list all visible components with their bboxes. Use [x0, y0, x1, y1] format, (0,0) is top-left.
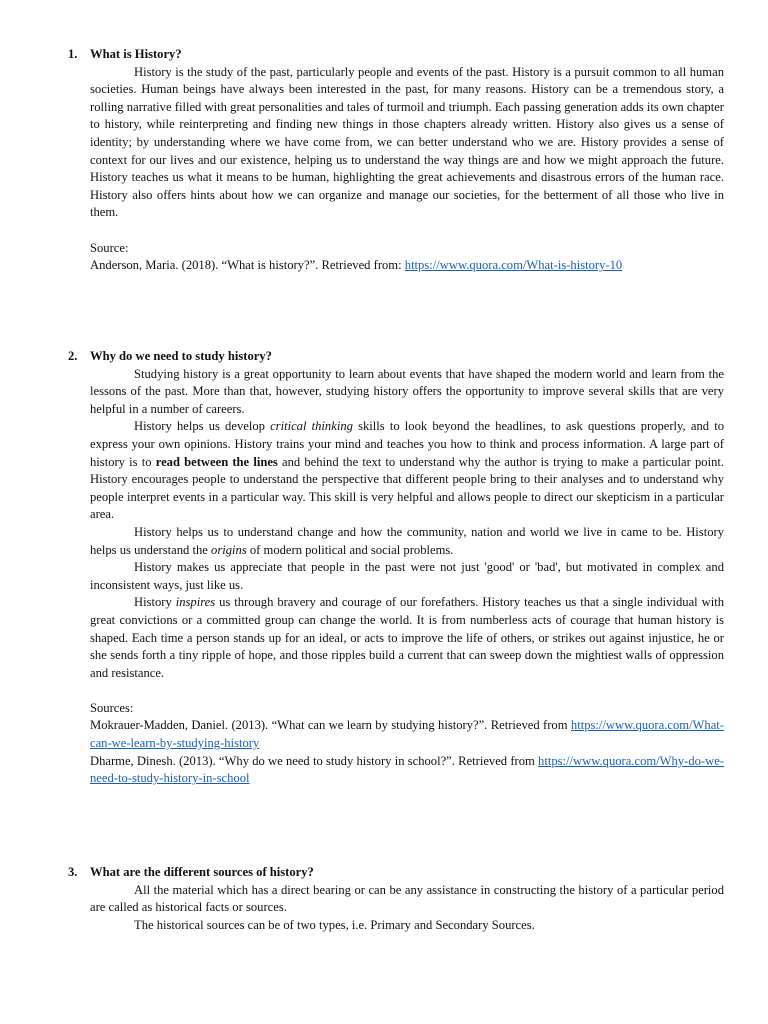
paragraph: All the material which has a direct bearing or can be any assistance in constructing the history of a particular period are called as historical facts or sources.: [90, 882, 724, 915]
bold-read-between-lines: read between the lines: [155, 454, 278, 469]
paragraph: History is the study of the past, particularly people and events of the past. History is a pursuit common to all human societies. Human beings have always been interested in the past, for many reasons. History can be a tremendous story, a rolling narrative filled with great personalities and tales of turmoil and triumph. Each passing generation adds its own chapter to history, while reinterpreting and finding new things in those chapters already written. History also gives us a sense of identity; by understanding where we have come from, we can better understand who we are. History provides a sense of context for our lives and our existence, helping us to understand the way things are and how we might approach the future. History teaches us what it means to be human, highlighting the great achievements and disastrous errors of the human race. History also offers hints about how we can organize and manage our societies, for the betterment of all those who live in them.: [90, 64, 724, 220]
emphasis-critical-thinking: critical thinking: [270, 419, 353, 434]
reference-link[interactable]: https://www.quora.com/What-can-we-learn-by-studying-history: [90, 718, 724, 751]
section-body: [90, 366, 724, 788]
reference-text: Anderson, Maria. (2018). “What is history?”. Retrieved from:: [90, 258, 402, 273]
reference-entry: [90, 257, 724, 275]
reference-text: Mokrauer-Madden, Daniel. (2013). “What can we learn by studying history?”. Retrieved from: [90, 718, 568, 733]
reference-link[interactable]: https://www.quora.com/What-is-history-10: [404, 258, 623, 273]
section-why-study-history: [68, 348, 724, 788]
sources-label: Source:: [90, 240, 129, 255]
section-body: [90, 882, 724, 935]
section-what-is-history: [68, 46, 724, 275]
reference-entry: [90, 753, 724, 788]
paragraph: History helps us to understand change and how the community, nation and world we live in came to be. History helps us understand the origins of modern political and social problems.: [90, 524, 724, 557]
reference-link[interactable]: https://www.quora.com/Why-do-we-need-to-study-history-in-school: [90, 753, 724, 786]
section-question: What is History?: [90, 47, 182, 61]
section-heading: [68, 46, 724, 64]
emphasis-origins: origins: [211, 542, 247, 557]
reference-text: Dharme, Dinesh. (2013). “Why do we need to study history in school?”. Retrieved from: [90, 753, 535, 768]
reference-entry: [90, 717, 724, 752]
section-body: [90, 64, 724, 275]
paragraph: History helps us develop critical thinking skills to look beyond the headlines, to ask questions properly, and to express your own opinions. History trains your mind and teaches you how to think and process information. A large part of history is to read between the lines and behind the text to understand why the author is trying to make a particular point. History encourages people to understand the perspective that different people bring to their analyses and to understand why people interpret events in a particular way. This skill is very helpful and allows people to direct our skepticism in a particular area.: [90, 419, 725, 522]
section-question: What are the different sources of history?: [90, 865, 314, 879]
emphasis-inspires: inspires: [175, 595, 216, 610]
paragraph: Studying history is a great opportunity to learn about events that have shaped the modern world and learn from the lessons of the past. More than that, however, studying history offers the opportunity to improve several skills that are very helpful in a number of careers.: [90, 366, 724, 416]
section-number: 2.: [68, 349, 78, 363]
paragraph: History makes us appreciate that people in the past were not just 'good' or 'bad', but motivated in complex and inconsistent ways, just like us.: [90, 560, 724, 592]
section-sources-of-history: [68, 864, 724, 934]
paragraph: History inspires us through bravery and courage of our forefathers. History teaches us that a single individual with great convictions or a committed group can change the world. It is from numberless acts of courage that human history is shaped. Each time a person stands up for an ideal, or acts to improve the life of others, or strikes out against injustice, he or she sends forth a tiny ripple of hope, and those ripples build a current that can sweep down the mightiest walls of oppression and resistance.: [90, 595, 724, 680]
section-number: 1.: [68, 47, 78, 61]
section-heading: [68, 348, 724, 366]
section-heading: [68, 864, 724, 882]
sources-label: Sources:: [90, 700, 134, 715]
section-question: Why do we need to study history?: [90, 349, 272, 363]
section-number: 3.: [68, 865, 78, 879]
paragraph: The historical sources can be of two types, i.e. Primary and Secondary Sources.: [134, 917, 535, 932]
